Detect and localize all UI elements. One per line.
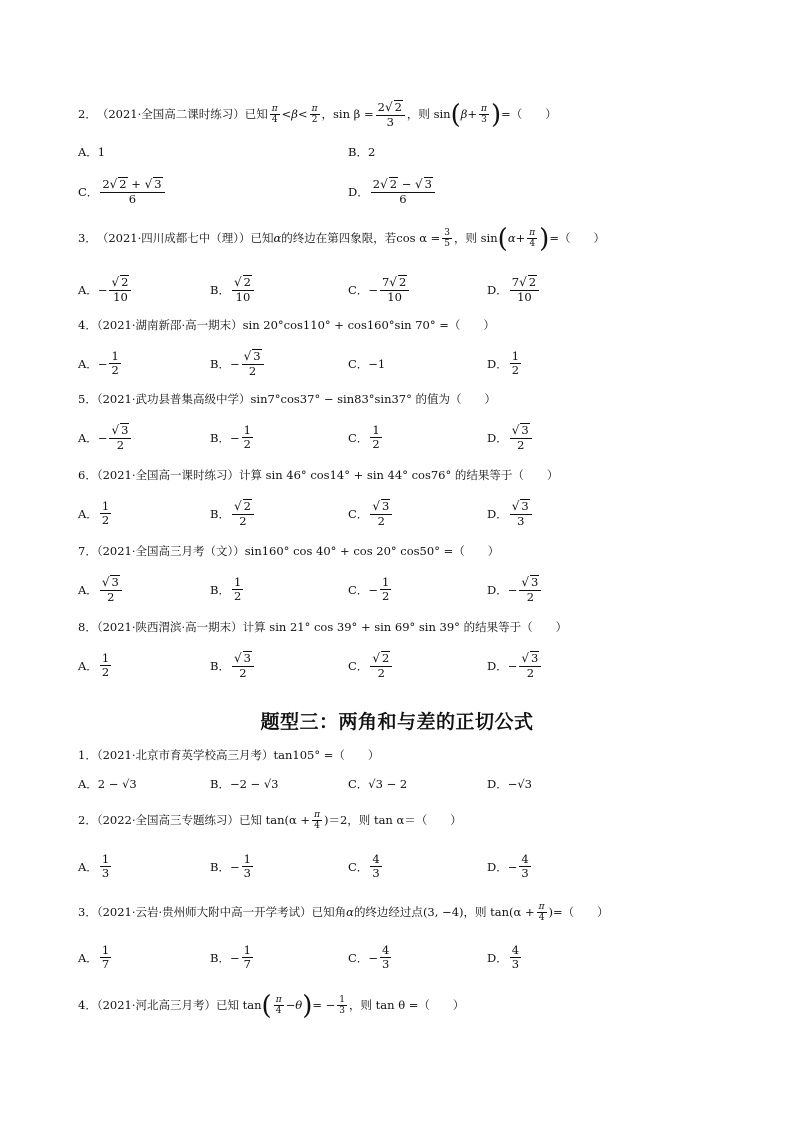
question-3a: 3． （2021·四川成都七中（理））已知 α 的终边在第四象限，若 cos α = $\frac{3}{5}$ ，则 sin ( α + π 4 ) =（ ） [78,224,605,254]
option-a: A． 1 2 [78,650,110,680]
option-a: A． √ 3 2 [78,570,124,610]
answer-blank: =（ ） [549,231,605,246]
question-text: 的终边经过点 [353,905,423,920]
option-b: B． − √ 3 2 [210,344,266,384]
option-d: D． √ 3 3 [487,494,534,534]
question-tan-4: 4．（2021·河北高三月考）已知 tan ( π 4 − θ ) = − $\frac{1}{3}$ ，则 tan θ =（ ） [78,991,465,1021]
option-c: C． 4 3 [348,851,380,881]
math-text: ，则 sin [406,107,451,122]
option-c: C． √ 3 2 [348,494,394,534]
option-c: C． − 4 3 [348,942,390,972]
option-b: B． √ 3 2 [210,646,256,686]
question-text: （2021·四川成都七中（理））已知 [96,231,274,246]
question-text: 3．（2021·云岩·贵州师大附中高一开学考试）已知角 [78,905,347,920]
fraction: $\frac{\pi}{4}$ [314,809,320,832]
math-text: <β< [281,107,308,122]
option-c: C． 1 2 [348,422,380,452]
question-tan-1: 1．（2021·北京市育英学校高三月考）tan105° =（ ） [78,748,380,762]
fraction: π 4 [271,103,278,126]
question-number: 3． [78,231,97,246]
option-a: A． 1 7 [78,942,110,972]
question-number: 2． [78,107,97,122]
option-a: A． − √ 2 10 [78,270,133,310]
option-c: C． √ 2 2 [348,646,394,686]
answer-blank: =（ ） [501,107,557,122]
option-d: D． − √ 3 2 [487,646,543,686]
option-b: B． 1 2 [210,574,242,604]
math-text: (3, −4) [422,905,464,920]
question-text: 2．（2022·全国高三专题练习）已知 tan(α + [78,813,311,828]
option-a: A． − 1 2 [78,348,119,378]
question-tan-2 [78,800,462,842]
option-a: A． 1 2 [78,498,110,528]
fraction: π 2 [311,103,318,126]
option-d: D． − √ 3 2 [487,570,543,610]
option-c: C． − 1 2 [348,574,390,604]
option-d: D． 4 3 [487,942,520,972]
option-a: A． 1 3 [78,851,110,881]
option-c: C．−1 [348,357,386,371]
option-c: C．√3 − 2 [348,777,408,791]
option-d: D．−√3 [487,777,533,791]
math-text: ，sin β = [321,107,374,122]
fraction: $\frac{3}{5}$ [444,227,450,250]
option-c: C． − 7√ 2 10 [348,270,411,310]
fraction: $\frac{2√ 2}{3}$ [376,100,405,130]
question-text: 的终边在第四象限，若 [281,231,397,246]
fraction: π 4 [529,227,536,250]
question-8a: 8．（2021·陕西渭滨·高一期末）计算 sin 21° cos 39° + sin 69° sin 39° 的结果等于（ ） [78,620,568,634]
option-a: A． − √ 3 2 [78,418,133,458]
question-6a: 6．（2021·全国高一课时练习）计算 sin 46° cos14° + sin 44° cos76° 的结果等于（ ） [78,468,559,482]
section-heading: 题型三：两角和与差的正切公式 [260,711,534,733]
option-d: D． 7√ 2 10 [487,270,541,310]
option-d: D． 2√ 2 − √ 3 6 [348,172,437,212]
option-a: A．1 [78,145,106,159]
math-text: cos α = [396,231,441,246]
fraction: π 3 [481,103,487,126]
math-text: ，则 tan(α + [463,905,535,920]
fraction: π 4 [275,994,282,1017]
math-text: α [273,231,282,246]
fraction: 2√ 2 + √ 3 6 [100,177,164,207]
answer-blank: )=（ ） [548,905,609,920]
fraction: $\frac{1}{3}$ [339,994,346,1017]
fraction: $\frac{\pi}{4}$ [538,901,545,924]
question-tan-3 [78,892,609,934]
option-d: D． 1 2 [487,348,520,378]
math-text: = − [312,998,336,1013]
question-text: 4．（2021·河北高三月考）已知 tan [78,998,262,1013]
option-d: D． √ 3 2 [487,418,534,458]
option-b: B．2 [348,145,376,159]
question-text: （2021·全国高二课时练习）已知 [96,107,268,122]
option-b: B． − 1 3 [210,851,251,881]
question-7a: 7．（2021·全国高三月考（文））sin160° cos 40° + cos 20° cos50° =（ ） [78,544,500,558]
answer-blank: ，则 tan θ =（ ） [349,998,465,1013]
math-text: ，则 sin [454,231,498,246]
question-4a: 4．（2021·湖南新邵·高一期末）sin 20°cos110° + cos160°sin 70° =（ ） [78,318,495,332]
fraction: 2√ 2 − √ 3 6 [371,177,435,207]
option-b: B．−2 − √3 [210,777,279,791]
option-b: B． √ 2 10 [210,270,256,310]
option-c: C． 2√ 2 + √ 3 6 [78,172,167,212]
math-text: α [346,905,354,920]
question-5a: 5．（2021·武功县普集高级中学）sin7°cos37° − sin83°sin37° 的值为（ ） [78,392,497,406]
question-text: )＝2，则 tan α＝（ ） [324,813,462,828]
question-2a: 2． （2021·全国高二课时练习）已知 π 4 <β< π 2 ，sin β = $\frac{2√ 2}{3}$ ，则 sin ( β + π 3 ) =（ ） [78,100,557,130]
option-b: B． − 1 7 [210,942,251,972]
option-a: A．2 − √3 [78,777,137,791]
option-d: D． − 4 3 [487,851,529,881]
option-b: B． √ 2 2 [210,494,256,534]
option-b: B． − 1 2 [210,422,251,452]
